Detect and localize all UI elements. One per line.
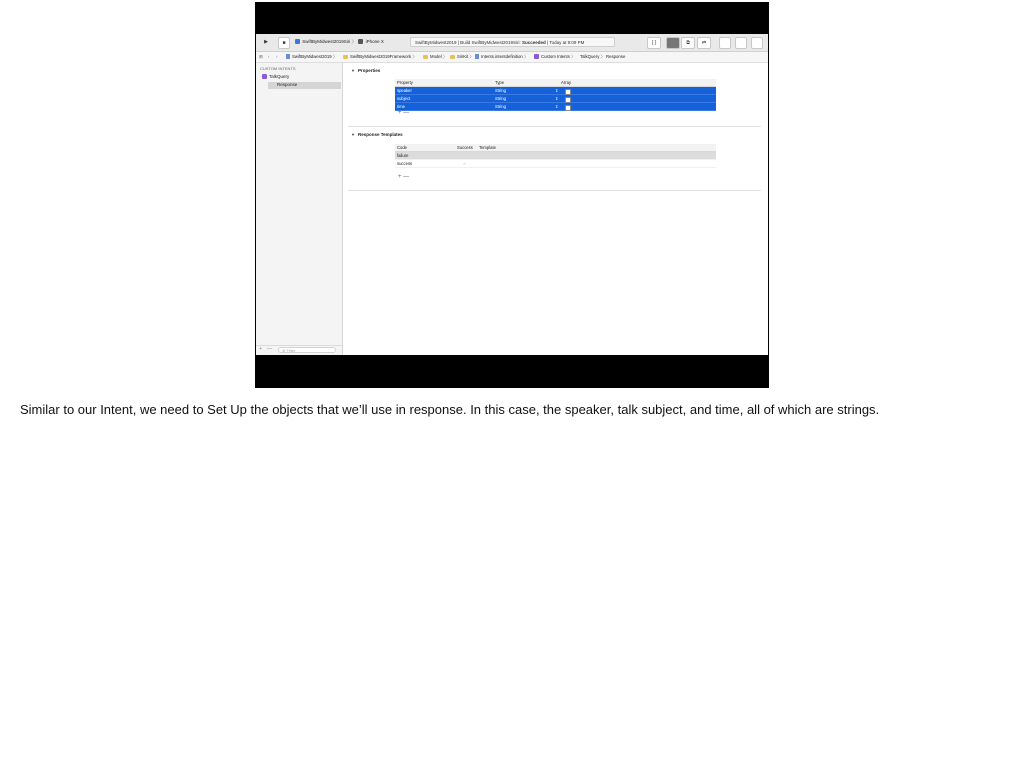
- array-checkbox[interactable]: [565, 89, 571, 95]
- templates-header: [395, 144, 716, 152]
- intent-icon: [262, 74, 267, 79]
- col-array[interactable]: Array: [561, 80, 572, 85]
- destination-label: iPhone X: [365, 39, 384, 44]
- templates-add-remove[interactable]: + —: [398, 174, 410, 180]
- disclosure-triangle-icon[interactable]: ▼: [351, 68, 355, 73]
- play-icon[interactable]: ▶: [264, 39, 268, 45]
- intent-editor: [343, 63, 768, 355]
- intent-sidebar: [256, 63, 343, 355]
- navigator-toggle-icon[interactable]: [719, 37, 731, 49]
- properties-add-remove[interactable]: + —: [398, 110, 410, 116]
- crumb-custom-intents[interactable]: Custom Intents 〉: [534, 52, 575, 62]
- filter-placeholder: Filter: [286, 348, 296, 353]
- templates-section-title[interactable]: ▼ Response Templates: [351, 132, 403, 137]
- table-row[interactable]: failure: [395, 152, 716, 160]
- filter-field[interactable]: [278, 347, 336, 353]
- add-intent-button[interactable]: +: [259, 346, 262, 352]
- col-type[interactable]: Type: [495, 80, 505, 85]
- section-divider: [348, 190, 761, 191]
- crumb-framework[interactable]: SwiftByMidwest2019Framework 〉: [343, 52, 417, 62]
- crumb-model[interactable]: Model 〉: [423, 52, 447, 62]
- col-property[interactable]: Property: [397, 80, 413, 85]
- remove-intent-button[interactable]: —: [267, 346, 272, 352]
- table-row[interactable]: subject String ⇕: [395, 95, 716, 103]
- crumb-project[interactable]: SwiftByMidwest2019 〉: [286, 52, 337, 62]
- section-divider: [348, 126, 761, 127]
- xcode-window: [256, 34, 768, 355]
- col-code[interactable]: Code: [397, 145, 408, 150]
- properties-header: [395, 79, 716, 87]
- scheme-selector[interactable]: SwiftByMidwest2019Siri 〉 iPhone X: [294, 37, 390, 47]
- properties-table: [395, 79, 716, 111]
- inspector-toggle-icon[interactable]: [751, 37, 763, 49]
- crumb-sirikit[interactable]: SiriKit 〉: [450, 52, 474, 62]
- properties-section-title[interactable]: ▼ Properties: [351, 68, 381, 73]
- scheme-label: SwiftByMidwest2019Siri: [302, 39, 351, 44]
- status-time: | Today at 9:09 PM: [547, 40, 585, 45]
- standard-editor-icon[interactable]: [666, 37, 680, 49]
- filter-icon: ⊜: [282, 348, 287, 353]
- back-icon[interactable]: ‹: [268, 54, 270, 59]
- sidebar-footer: [256, 345, 342, 355]
- array-checkbox[interactable]: [565, 97, 571, 103]
- sidebar-header: CUSTOM INTENTS: [260, 66, 296, 71]
- sidebar-item-response[interactable]: Response: [277, 82, 298, 87]
- status-prefix: SwiftByMidwest2019 | Build SwiftByMidwest2019Siri:: [415, 40, 521, 45]
- crumb-intentdefinition[interactable]: Intents.intentdefinition 〉: [475, 52, 528, 62]
- col-template[interactable]: Template: [479, 145, 496, 150]
- table-row[interactable]: time String ⇕: [395, 103, 716, 111]
- sidebar-item-talkquery[interactable]: TalkQuery: [262, 74, 289, 79]
- toolbar: [256, 34, 768, 52]
- device-icon: [358, 39, 363, 44]
- app-icon: [295, 39, 300, 44]
- activity-status: [410, 37, 615, 47]
- related-items-icon[interactable]: ⊞: [259, 54, 263, 59]
- type-popup-icon[interactable]: ⇕: [555, 96, 559, 101]
- version-editor-icon[interactable]: ⇄: [697, 37, 711, 49]
- success-check-icon: ✓: [463, 161, 467, 166]
- table-row[interactable]: speaker String ⇕: [395, 87, 716, 95]
- status-result: Succeeded: [521, 40, 546, 45]
- stop-icon[interactable]: ■: [278, 37, 290, 49]
- crumb-response[interactable]: Response: [606, 54, 626, 59]
- array-checkbox[interactable]: [565, 105, 571, 111]
- library-icon[interactable]: { }: [647, 37, 661, 49]
- slide-caption: Similar to our Intent, we need to Set Up the objects that we’ll use in response. In this case, the speaker, talk subject, and time, all of which are strings.: [20, 402, 880, 417]
- type-popup-icon[interactable]: ⇕: [555, 104, 559, 109]
- debug-toggle-icon[interactable]: [735, 37, 747, 49]
- col-success[interactable]: Success: [457, 145, 473, 150]
- table-row[interactable]: success ✓: [395, 160, 716, 168]
- disclosure-triangle-icon[interactable]: ▼: [351, 132, 355, 137]
- jump-bar: [256, 52, 768, 63]
- crumb-talkquery[interactable]: TalkQuery 〉: [580, 54, 605, 59]
- templates-table: [395, 144, 716, 168]
- type-popup-icon[interactable]: ⇕: [555, 88, 559, 93]
- assistant-editor-icon[interactable]: ⧉: [681, 37, 695, 49]
- forward-icon[interactable]: ›: [276, 54, 278, 59]
- slide-frame: [255, 2, 769, 388]
